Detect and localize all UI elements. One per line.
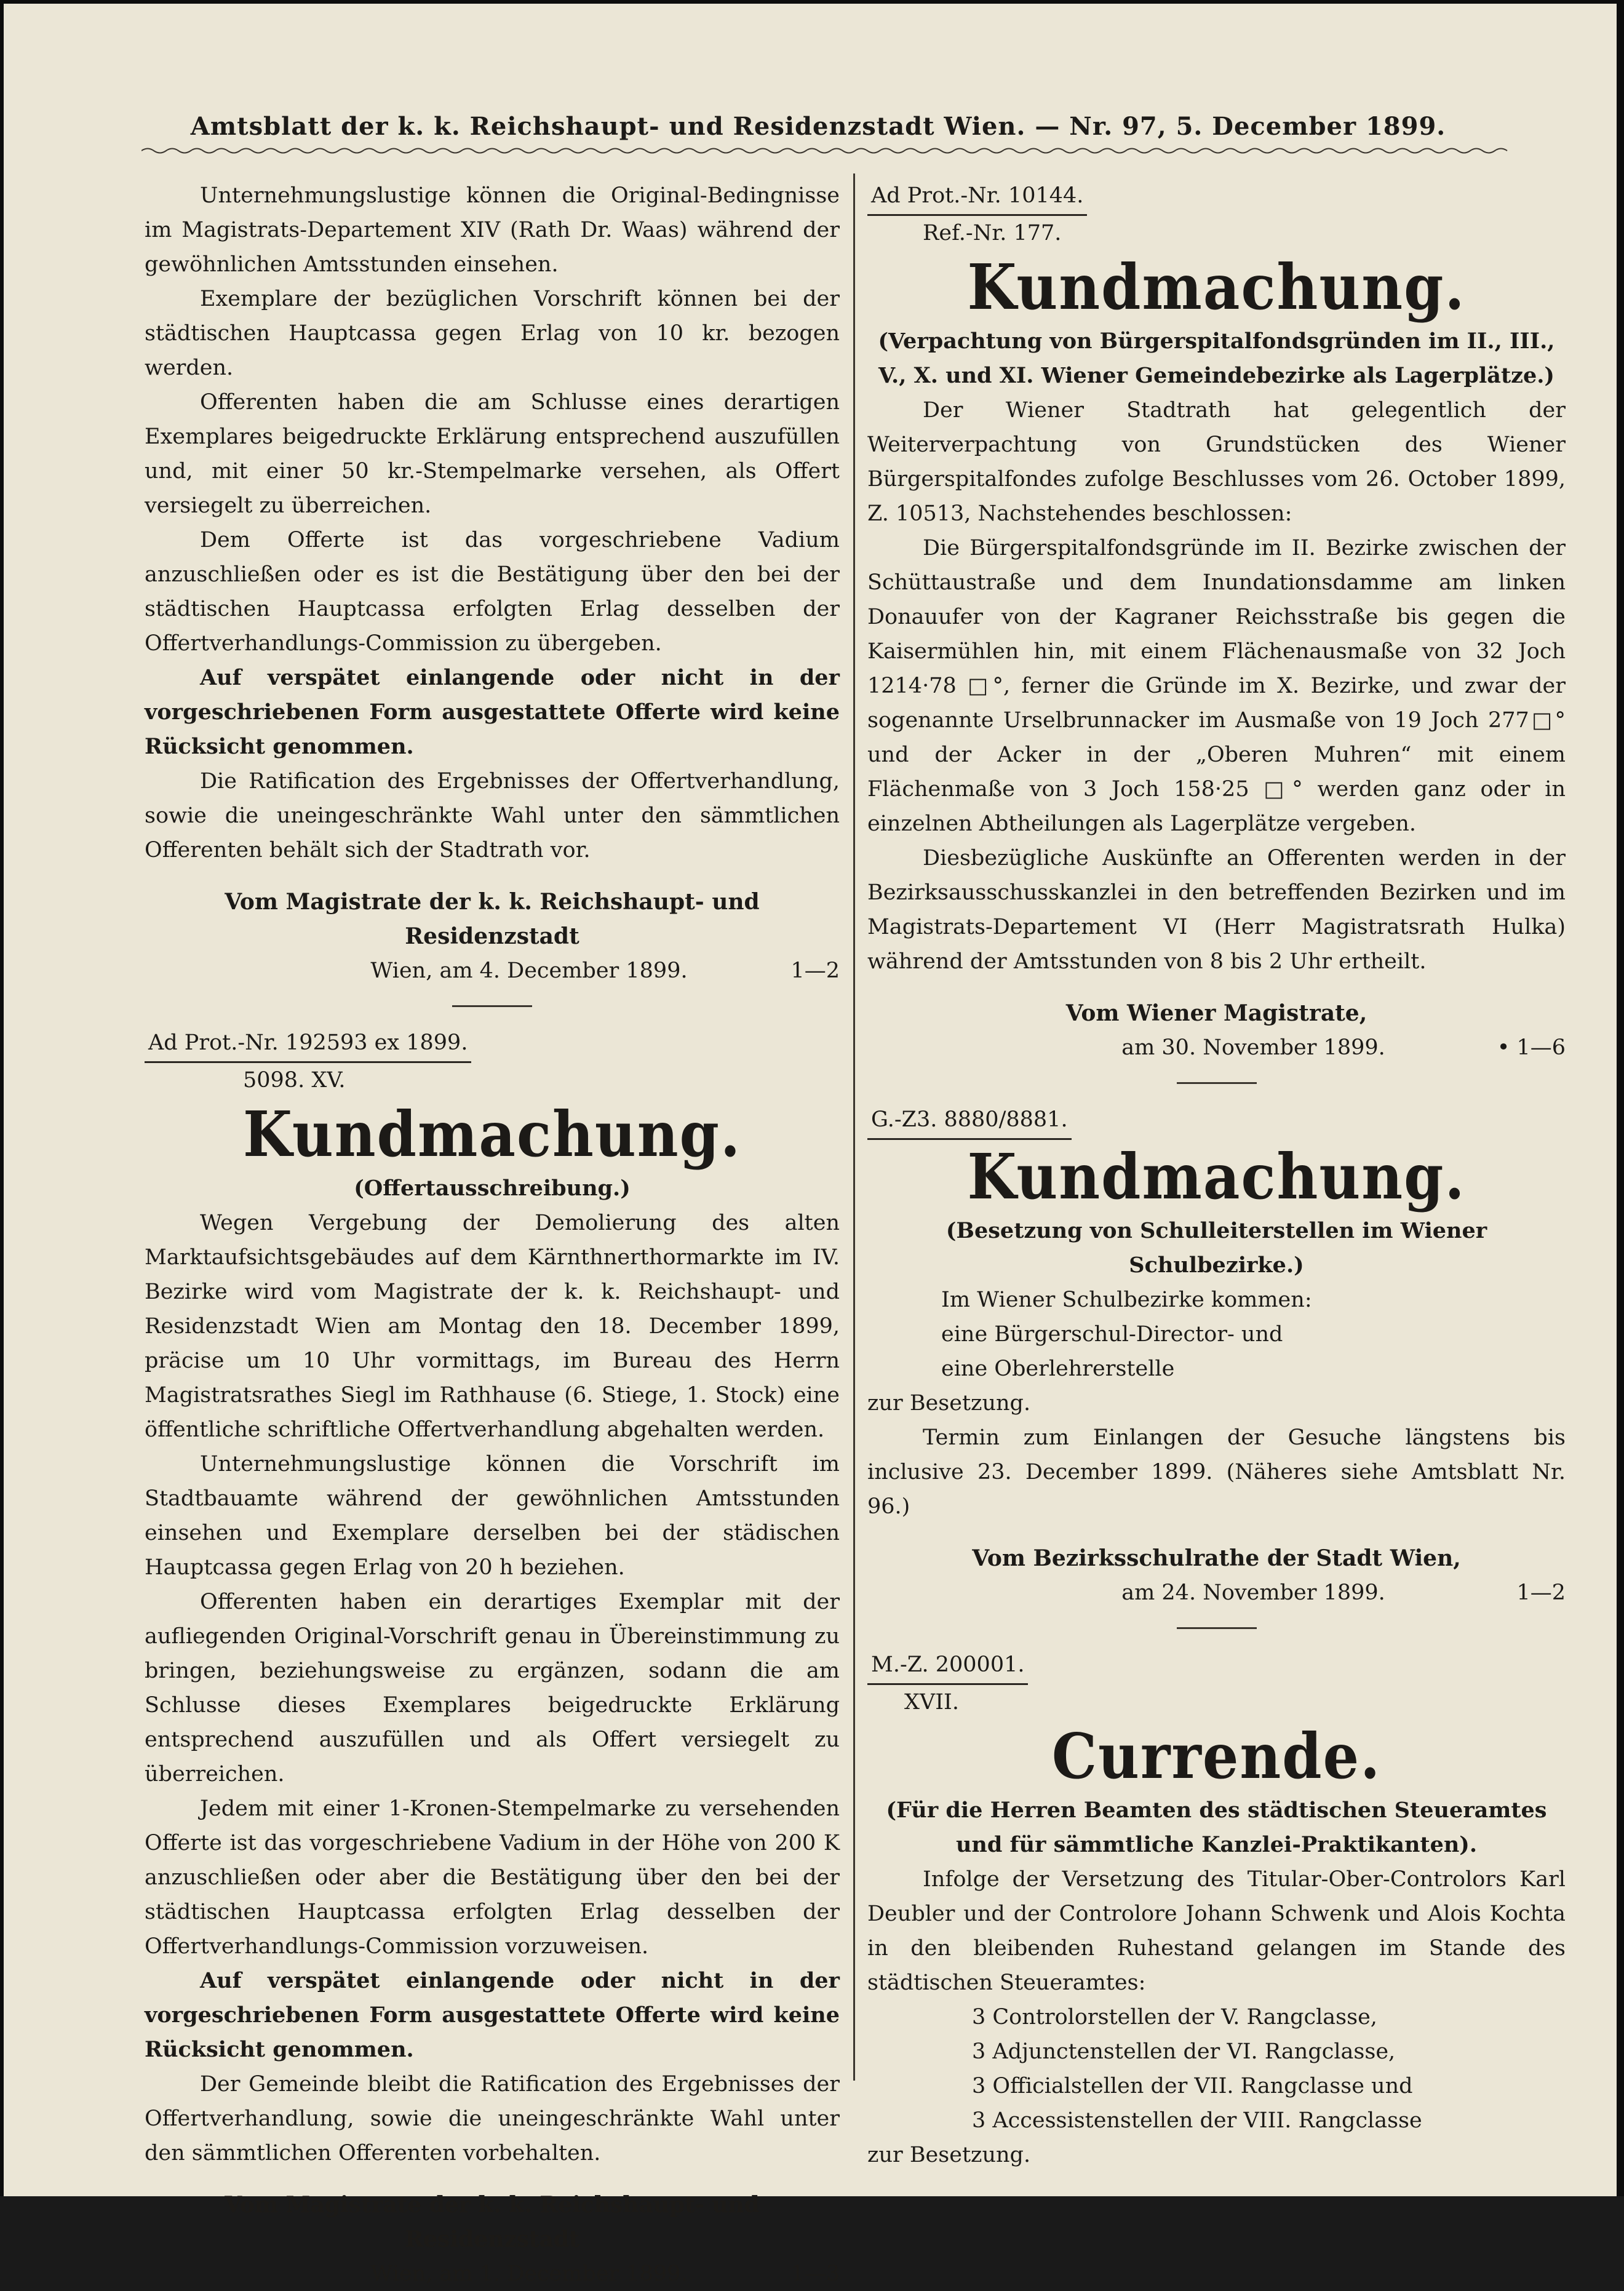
paragraph: Dem Offerte ist das vorgeschriebene Vadium anzuschließen oder es ist die Bestätigung über den bei der städtischen Hauptcassa erfolgten Erlag desselben der Offertverhandlungs-Commission zu übergeben. [145, 528, 840, 656]
scan-edge-top [0, 0, 1624, 4]
reference-number: M.-Z. 200001. [867, 1648, 1028, 1685]
place-date-line [145, 2257, 840, 2291]
notice-subtitle: (Für die Herren Beamten des städtischen Steueramtes und für sämmtliche Kanzlei-Praktikanten). [886, 1798, 1547, 1857]
notice-title: Kundmachung. [967, 1140, 1466, 1214]
paragraph: Die Bürgerspitalfondsgründe im II. Bezirke zwischen der Schüttaustraße und dem Inundationsdamme am linken Donauufer von der Kagraner Reichsstraße bis gegen die Kaisermühlen hin, mit einem Flächenausmaße von 32 Joch 1214·78 □°, ferner die Gründe im X. Bezirke, und zwar der sogenannte Urselbrunnacker im Ausmaße von 19 Joch 277□° und der Acker in der „Oberen Muhren“ mit einem Flächenmaße von 3 Joch 158·25 □° werden ganz oder in einzelnen Abtheilungen als Lagerplätze vergeben. [867, 536, 1566, 836]
notice-circular [867, 1648, 1566, 2172]
section-separator [1177, 1627, 1257, 1629]
list-line: 3 Adjunctenstellen der VI. Rangclasse, [972, 2039, 1396, 2064]
notice-demolition [145, 1026, 840, 2291]
list-line: zur Besetzung. [867, 1391, 1031, 1416]
place-date: am 24. November 1899. [1121, 1580, 1385, 1605]
notice-title: Kundmachung. [242, 1098, 742, 1171]
reference-number: G.-Z3. 8880/8881. [867, 1102, 1072, 1140]
paragraph: Wegen Vergebung der Demolierung des alten Marktaufsichtsgebäudes auf dem Kärnthnerthormarkte im IV. Bezirke wird vom Magistrate der k. k. Reichshaupt- und Residenzstadt Wien am Montag den 18. December 1899, präcise um 10 Uhr vormittags, im Bureau des Herrn Magistratsrathes Siegl im Rathhause (6. Stiege, 1. Stock) eine öffentliche schriftliche Offertverhandlung abgehalten werden. [145, 1211, 840, 1442]
section-separator [1177, 1082, 1257, 1084]
scan-edge-left [0, 0, 4, 2196]
notice-title: Kundmachung. [967, 250, 1466, 324]
signature-line: Vom Bezirksschulrathe der Stadt Wien, [972, 1545, 1461, 1571]
list-line: eine Bürgerschul-Director- und [941, 1322, 1283, 1347]
notice-number: 1—2 [1516, 1580, 1566, 1605]
place-date: Wien, am 1. December 1899. [370, 2261, 688, 2286]
signature-line: Vom Magistrate der k. k. Reichshaupt- und Residenzstadt [225, 2192, 760, 2252]
paragraph: Diesbezügliche Auskünfte an Offerenten werden in der Bezirksausschusskanzlei in den betreffenden Bezirken und im Magistrats-Departement VI (Herr Magistratsrath Hulka) während der Amtsstunden von 8 bis 2 Uhr ertheilt. [867, 846, 1566, 974]
notice-number: 1—2 [790, 958, 840, 983]
place-date-line [867, 1030, 1566, 1065]
paragraph-emphasis: Auf verspätet einlangende oder nicht in der vorgeschriebenen Form ausgestattete Offerte wird keine Rücksicht genommen. [145, 665, 840, 759]
reference-number: Ad Prot.-Nr. 192593 ex 1899. [145, 1026, 471, 1063]
list-line: zur Besetzung. [867, 2143, 1031, 2167]
signature-line: Vom Magistrate der k. k. Reichshaupt- und Residenzstadt [225, 889, 760, 949]
column-divider [853, 173, 855, 2081]
paragraph: Unternehmungslustige können die Vorschrift im Stadtbauamte während der gewöhnlichen Amtsstunden einsehen und Exemplare derselben bei der städischen Hauptcassa gegen Erlag von 20 h beziehen. [145, 1452, 840, 1580]
paragraph: Jedem mit einer 1-Kronen-Stempelmarke zu versehenden Offerte ist das vorgeschriebene Vadium in der Höhe von 200 K anzuschließen oder aber die Bestätigung über den bei der städtischen Hauptcassa erfolgten Erlag desselben der Offertverhandlungs-Commission vorzuweisen. [145, 1796, 840, 1959]
paragraph-emphasis: Auf verspätet einlangende oder nicht in der vorgeschriebenen Form ausgestattete Offerte wird keine Rücksicht genommen. [145, 1968, 840, 2062]
paragraph: Offerenten haben ein derartiges Exemplar mit der aufliegenden Original-Vorschrift genau in Übereinstimmung zu bringen, beziehungsweise zu ergänzen, sodann die am Schlusse dieses Exemplares beigedruckte Erklärung entsprechend auszufüllen und als Offert versiegelt zu überreichen. [145, 1590, 840, 1787]
place-date: am 30. November 1899. [1121, 1035, 1385, 1060]
notice-subtitle: (Offertausschreibung.) [354, 1176, 631, 1201]
reference-sub: 5098. XV. [243, 1068, 346, 1093]
list-line: 3 Officialstellen der VII. Rangclasse und [972, 2074, 1413, 2098]
right-column [867, 178, 1566, 2172]
reference-number: Ad Prot.-Nr. 10144. [867, 178, 1087, 216]
paragraph: Die Ratification des Ergebnisses der Offertverhandlung, sowie die uneingeschränkte Wahl unter den sämmtlichen Offerenten behält sich der Stadtrath vor. [145, 769, 840, 863]
paragraph: Offerenten haben die am Schlusse eines derartigen Exemplares beigedruckte Erklärung entsprechend auszufüllen und, mit einer 50 kr.-Stempelmarke versehen, als Offert versiegelt zu überreichen. [145, 390, 840, 518]
list-line: eine Oberlehrerstelle [941, 1357, 1175, 1381]
notice-school [867, 1102, 1566, 1610]
paragraph: Der Gemeinde bleibt die Ratification des Ergebnisses der Offertverhandlung, sowie die uneingeschränkte Wahl unter den sämmtlichen Offerenten vorbehalten. [145, 2072, 840, 2165]
notice-subtitle: (Verpachtung von Bürgerspitalfondsgründen im II., III., V., X. und XI. Wiener Gemeindebezirke als Lagerplätze.) [878, 329, 1555, 388]
signature-line: Vom Wiener Magistrate, [1065, 1000, 1367, 1026]
paragraph: Termin zum Einlangen der Gesuche längstens bis inclusive 23. December 1899. (Näheres siehe Amtsblatt Nr. 96.) [867, 1425, 1566, 1519]
list-line: 3 Controlorstellen der V. Rangclasse, [972, 2005, 1377, 2030]
place-date-line [867, 1576, 1566, 1610]
notice-number: • 1—6 [1497, 1035, 1566, 1060]
header-wavy-rule [141, 146, 1513, 155]
paragraph: Exemplare der bezüglichen Vorschrift können bei der städtischen Hauptcassa gegen Erlag von 10 kr. bezogen werden. [145, 287, 840, 380]
notice-title: Currende. [1051, 1719, 1382, 1793]
list-line: Im Wiener Schulbezirke kommen: [941, 1288, 1312, 1312]
left-column [145, 178, 840, 2291]
paragraph: Der Wiener Stadtrath hat gelegentlich der Weiterverpachtung von Grundstücken des Wiener Bürgerspitalfondes zufolge Beschlusses vom 26. October 1899, Z. 10513, Nachstehendes beschlossen: [867, 398, 1566, 526]
reference-sub: XVII. [904, 1690, 959, 1715]
place-date-line [145, 954, 840, 988]
place-date: Wien, am 4. December 1899. [370, 958, 688, 983]
page-header: Amtsblatt der k. k. Reichshaupt- und Residenzstadt Wien. — Nr. 97, 5. December 1899. [190, 112, 1446, 141]
paragraph: Infolge der Versetzung des Titular-Ober-Controlors Karl Deubler und der Controlore Johann Schwenk und Alois Kochta in den bleibenden Ruhestand gelangen im Stande des städtischen Steueramtes: [867, 1867, 1566, 1995]
notice-subtitle: (Besetzung von Schulleiterstellen im Wiener Schulbezirke.) [945, 1218, 1487, 1278]
list-line: 3 Accessistenstellen der VIII. Rangclasse [972, 2108, 1422, 2133]
notice-number: 1—3 [790, 2261, 840, 2286]
reference-sub: Ref.-Nr. 177. [923, 221, 1062, 245]
paragraph: Unternehmungslustige können die Original-Bedingnisse im Magistrats-Departement XIV (Rath Dr. Waas) während der gewöhnlichen Amtsstunden einsehen. [145, 183, 840, 277]
section-separator [452, 1005, 532, 1007]
notice-lease [867, 178, 1566, 1065]
scan-edge-right [1617, 0, 1624, 2196]
